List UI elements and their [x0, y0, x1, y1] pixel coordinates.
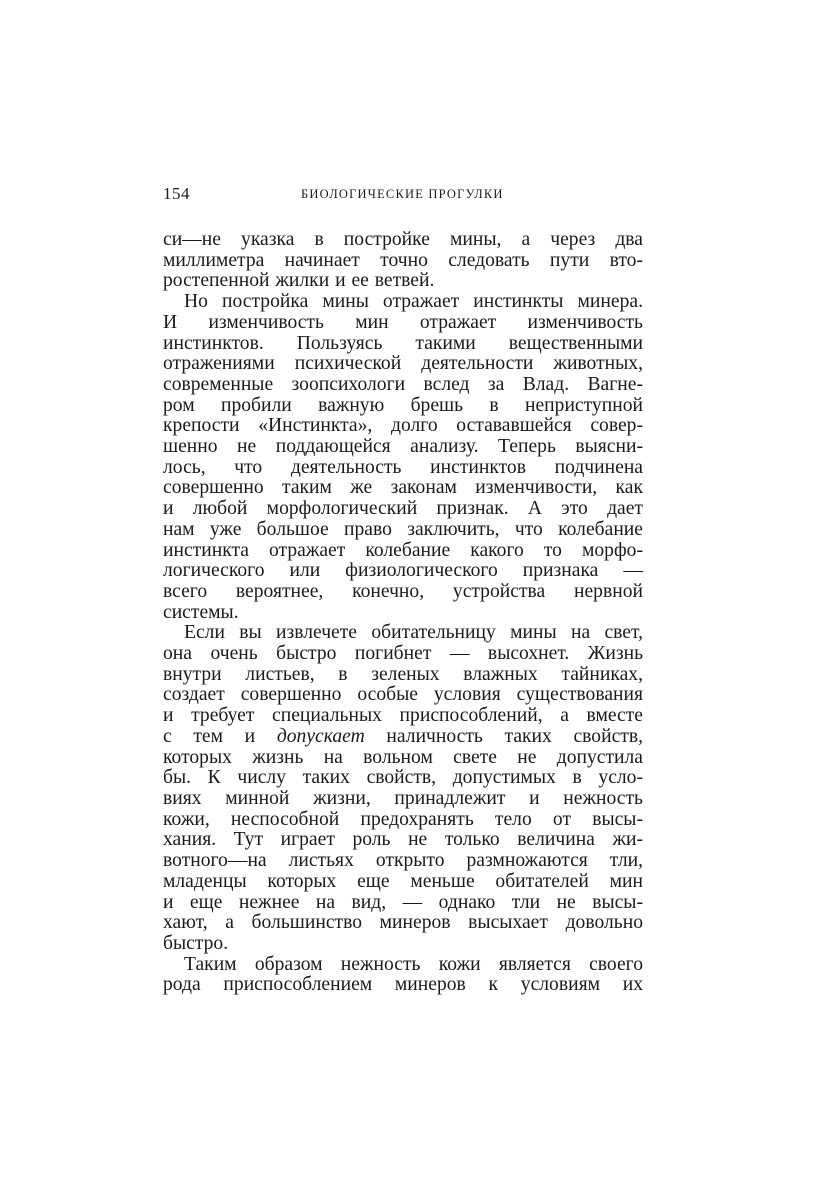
text-line: Если вы извлечете обитательницу мины на свет, [184, 622, 643, 644]
text-line: нам уже большое право заключить, что колебание [163, 518, 643, 540]
running-title: БИОЛОГИЧЕСКИЕ ПРОГУЛКИ [301, 187, 504, 201]
text-line: бы. К числу таких свойств, допустимых в усло- [163, 767, 643, 789]
text-line: си—не указка в постройке мины, а через два [163, 229, 643, 250]
text-line: и требует специальных приспособлений, а вместе [163, 705, 643, 727]
text-line: шенно не поддающейся анализу. Теперь выясни- [163, 436, 643, 458]
text-line: миллиметра начинает точно следовать пути вто- [163, 249, 643, 271]
text-line: рода приспособлением минеров к условиям их [163, 974, 643, 996]
text-line: отражениями психической деятельности животных, [163, 353, 643, 375]
page-number: 154 [163, 184, 190, 203]
text-line: и еще нежнее на вид, — однако тли не высы- [163, 891, 643, 913]
text-line: создает совершенно особые условия существования [163, 684, 643, 706]
text-line: инстинкта отражает колебание какого то морфо- [163, 539, 643, 561]
text-line: Но постройка мины отражает инстинкты минера. [184, 291, 643, 313]
text-line: лось, что деятельность инстинктов подчинена [163, 456, 643, 478]
emphasized-word: допускает [276, 725, 365, 747]
paragraph-2 [163, 292, 643, 623]
text-line: системы. [163, 601, 239, 623]
text-line: она очень быстро погибнет — высохнет. Жизнь [163, 643, 643, 665]
text-line: хания. Тут играет роль не только величина жи- [163, 829, 643, 851]
text-line: вотного—на листьях открыто размножаются тли, [163, 850, 643, 872]
text-line: хают, а большинство минеров высыхает довольно [163, 912, 643, 934]
body-text [163, 230, 643, 996]
text-line: и любой морфологический признак. А это дает [163, 498, 643, 520]
text-line: современные зоопсихологи вслед за Влад. Вагне- [163, 373, 643, 395]
text-line: логического или физиологического признака — [163, 560, 643, 582]
paragraph-4 [163, 955, 643, 996]
text-line-with-emphasis [163, 727, 643, 748]
text-line: кожи, неспособной предохранять тело от высы- [163, 808, 643, 830]
text-line: которых жизнь на вольном свете не допустила [163, 746, 643, 768]
running-head [163, 184, 643, 208]
text-fragment: с тем и [163, 725, 277, 747]
text-line: И изменчивость мин отражает изменчивость [163, 311, 643, 333]
paragraph-1 [163, 230, 643, 292]
text-line: внутри листьев, в зеленых влажных тайниках, [163, 663, 643, 685]
text-line: Таким образом нежность кожи является своего [184, 953, 643, 975]
text-line: виях минной жизни, принадлежит и нежность [163, 787, 643, 809]
text-line: инстинктов. Пользуясь такими вещественными [163, 332, 643, 354]
text-line: ром пробили важную брешь в неприступной [163, 394, 643, 416]
text-line: ростепенной жилки и ее ветвей. [163, 270, 435, 292]
book-page [163, 184, 643, 996]
text-line: всего вероятнее, конечно, устройства нервной [163, 580, 643, 602]
text-line: быстро. [163, 932, 229, 954]
paragraph-3 [163, 623, 643, 954]
text-line: крепости «Инстинкта», долго остававшейся совер- [163, 415, 643, 437]
text-line: младенцы которых еще меньше обитателей мин [163, 870, 643, 892]
text-fragment: наличность таких свойств, [364, 725, 643, 747]
text-line: совершенно таким же законам изменчивости, как [163, 477, 643, 499]
